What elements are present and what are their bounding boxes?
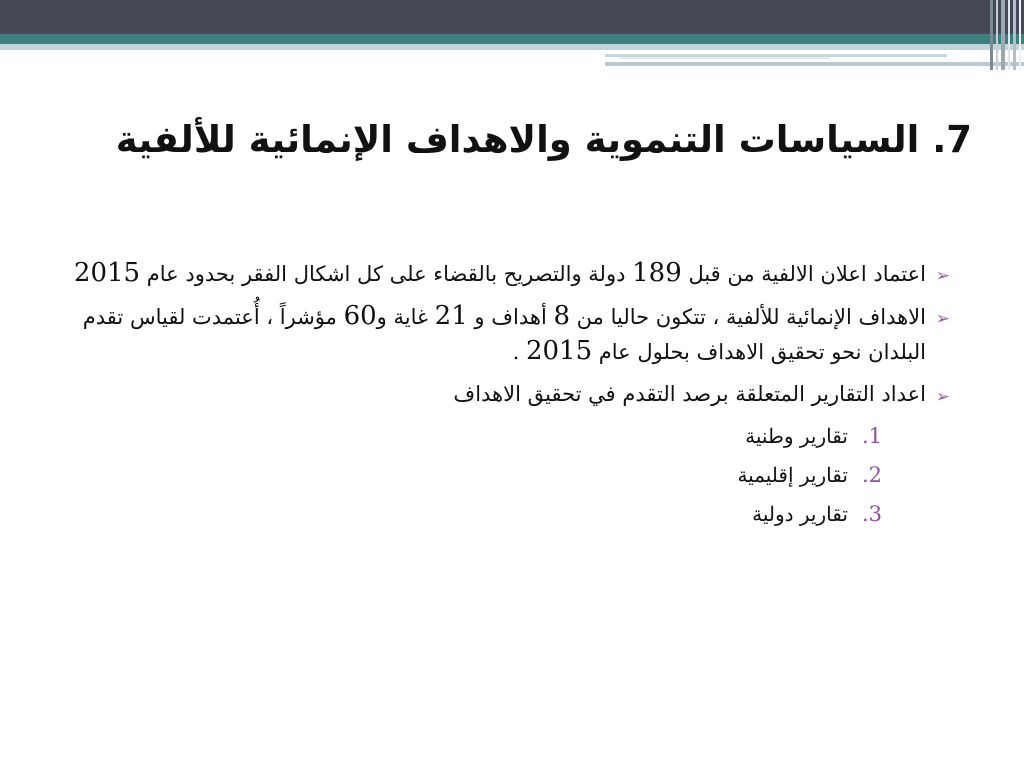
bullet-item: [62, 377, 952, 411]
header-rule-3: [605, 62, 1024, 66]
arrow-bullet-icon: ➢: [935, 266, 950, 286]
list-item: [62, 417, 882, 456]
numbered-list: [62, 417, 882, 534]
bullet-text: اعتماد اعلان الالفية من قبل 189 دولة والتصريح بالقضاء على كل اشكال الفقر بحدود عام 2015: [73, 258, 926, 288]
slide-content: [62, 256, 952, 534]
bullet-text: الاهداف الإنمائية للألفية ، تتكون حاليا من 8 أهداف و 21 غاية و60 مؤشراً ، أُعتمدت لقياس تقدم البلدان نحو تحقيق الاهداف بحلول عام 2015 .: [82, 301, 926, 366]
header-band: [0, 0, 1024, 34]
bullet-item: [62, 299, 952, 369]
list-item-label: تقارير إقليمية: [737, 463, 848, 487]
list-number: 1.: [861, 424, 882, 448]
slide-title: 7. السياسات التنموية والاهداف الإنمائية للألفية: [115, 118, 972, 161]
list-item-label: تقارير وطنية: [745, 424, 848, 448]
arrow-bullet-icon: ➢: [935, 309, 950, 329]
list-item: [62, 495, 882, 534]
list-item: [62, 456, 882, 495]
list-number: 3.: [861, 502, 882, 526]
bullet-text: اعداد التقارير المتعلقة برصد التقدم في تحقيق الاهداف: [453, 382, 926, 406]
arrow-bullet-icon: ➢: [935, 387, 950, 407]
header-stripes: [990, 0, 1024, 70]
header-rule-2: [620, 57, 830, 59]
list-item-label: تقارير دولية: [752, 502, 848, 526]
header-accent-band: [0, 34, 1024, 44]
list-number: 2.: [861, 463, 882, 487]
header-pale-band: [0, 44, 1024, 50]
bullet-item: [62, 256, 952, 291]
